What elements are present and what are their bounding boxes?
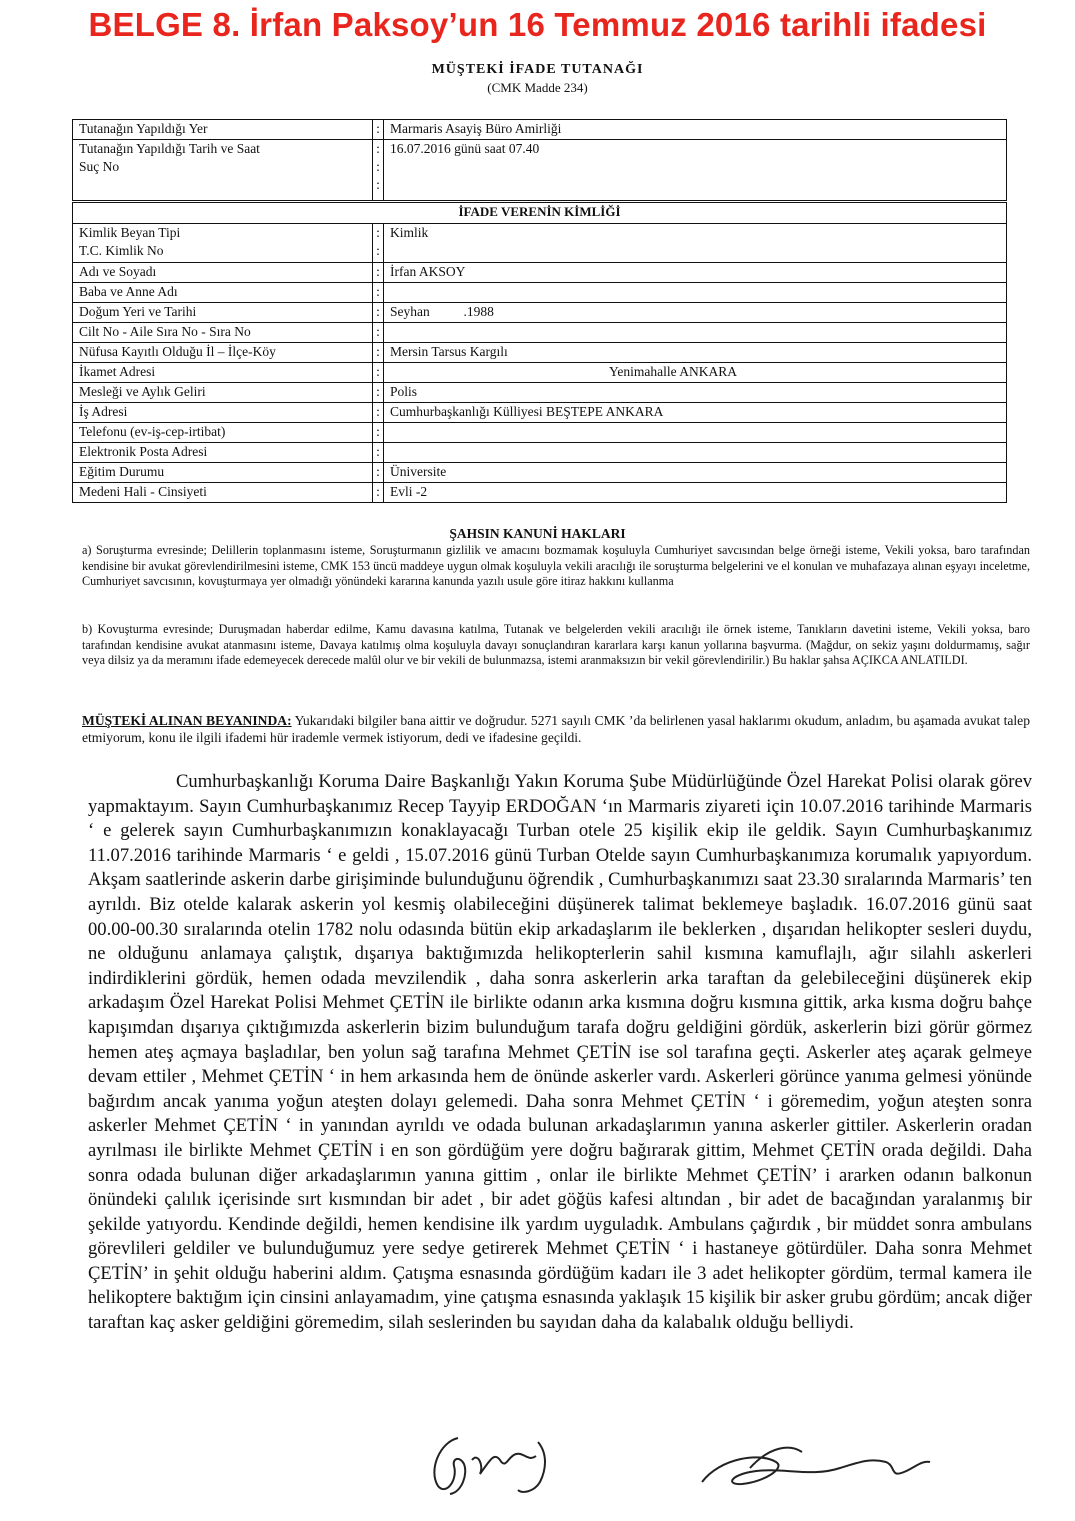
field-value: [384, 323, 1007, 343]
field-label: Nüfusa Kayıtlı Olduğu İl – İlçe-Köy: [73, 343, 373, 363]
table-row: [73, 483, 1007, 503]
field-label: Suç No: [79, 159, 120, 174]
field-value: İrfan AKSOY: [384, 263, 1007, 283]
table-row: [73, 140, 1007, 201]
rights-paragraph-a: a) Soruşturma evresinde; Delillerin toplanmasını isteme, Soruşturmanın gizlilik ve amacını bozmamak koşuluyla Cumhuriyet savcısından belge örneği isteme, Vekili yoksa, baro tarafından kendisine bir avukat görevlendirilmesini isteme, CMK 153 üncü maddeye uygun olmak koşuluyla vekili aracılığı ile soruşturma belgelerini ve el konulan ve muhafazaya alınan eşyayı inceletme, Cumhuriyet savcısının, kovuşturmaya yer olmadığı yönündeki kararına kanunda yazılı usule göre itiraz hakkını kullanma: [82, 543, 1030, 589]
document-banner: BELGE 8. İrfan Paksoy’un 16 Temmuz 2016 tarihli ifadesi: [88, 6, 987, 43]
field-value: Kimlik: [390, 225, 429, 240]
colon: :: [373, 283, 384, 303]
field-label: Kimlik Beyan Tipi: [79, 225, 181, 240]
field-label: İş Adresi: [73, 403, 373, 423]
field-label: İkamet Adresi: [73, 363, 373, 383]
statement-text: Yukarıdaki bilgiler bana aittir ve doğrudur. 5271 sayılı CMK ’da belirlenen yasal haklarımı okudum, anladım, bu aşamada avukat talep etmiyorum, konu ile ilgili ifademi hür irademle vermek istiyorum, dedi ve ifadesine geçildi.: [82, 713, 1031, 745]
field-value: Evli -2: [384, 483, 1007, 503]
document-subtitle: (CMK Madde 234): [487, 80, 588, 95]
table-row: [73, 423, 1007, 443]
signature-right: [690, 1438, 940, 1498]
colon-group: : : :: [373, 140, 384, 201]
colon: :: [373, 120, 384, 140]
rights-title: ŞAHSIN KANUNİ HAKLARI: [449, 526, 626, 541]
statement-lead: MÜŞTEKİ ALINAN BEYANINDA:: [82, 713, 292, 728]
field-value: [384, 283, 1007, 303]
field-value: [384, 443, 1007, 463]
table-row: [73, 463, 1007, 483]
colon: :: [373, 303, 384, 323]
colon: :: [373, 363, 384, 383]
field-value-group: [384, 140, 1007, 201]
field-value: Marmaris Asayiş Büro Amirliği: [384, 120, 1007, 140]
table-row: [73, 383, 1007, 403]
field-label: Eğitim Durumu: [73, 463, 373, 483]
colon: :: [373, 463, 384, 483]
field-label: Tutanağın Yapıldığı Yer: [73, 120, 373, 140]
table-row: [73, 343, 1007, 363]
colon: :: [373, 323, 384, 343]
field-label-group: [73, 224, 373, 263]
field-label: Elektronik Posta Adresi: [73, 443, 373, 463]
table-row: [73, 203, 1007, 224]
identity-heading: İFADE VERENİN KİMLİĞİ: [73, 203, 1007, 224]
field-value: Mersin Tarsus Kargılı: [384, 343, 1007, 363]
testimony-body: Cumhurbaşkanlığı Koruma Daire Başkanlığı Yakın Koruma Şube Müdürlüğünde Özel Harekat Polisi olarak görev yapmaktayım. Sayın Cumhurbaşkanımız Recep Tayyip ERDOĞAN ‘ın Marmaris ziyareti için 10.07.2016 tarihinde Marmaris ‘ e gelerek sayın Cumhurbaşkanımızın konaklayacağı Turban otele 25 kişilik ekip ile geldik. Sayın Cumhurbaşkanımız 11.07.2016 tarihinde Marmaris ‘ e geldi , 15.07.2016 günü Turban Otelde sayın Cumhurbaşkanımıza korumalık yapıyordum. Akşam saatlerinde askerin darbe girişiminde bulunduğunu öğrendik , Cumhurbaşkanımızı saat 23.30 sıralarında Marmaris’ ten ayrıldı. Biz otelde kalarak askerin yol kesmiş olabileceğini düşünerek talimat beklemeye başladık. 16.07.2016 günü saat 00.00-00.30 sıralarında otelin 1782 nolu odasında bütün ekip arkadaşlarım ile beklerken , dışarıdan helikopter sesleri duydu, ne olduğunu anlamaya çalıştık, dışarıya baktığımızda helikopterlerin sahil kısmına kamuflajlı, ağır silahlı askerleri indirdiklerini gördük, hemen odada mevzilendik , daha sonra askerlerin arka taraftan da gelebileceğini düşünerek ekip arkadaşım Özel Harekat Polisi Mehmet ÇETİN ile birlikte odanın arka kısmına doğru kısmına gittik, arka kısma doğru bahçe kapışımdan dışarıya çıktığımızda askerlerin bizim bulunduğum tarafa doğru geldiğini gördük, askerlerin bizi görür görmez hemen ateş açmaya başladılar, ben yolun sağ tarafına Mehmet ÇETİN ise sol tarafına geçti. Askerler ateş açarak gelmeye devam ettiler , Mehmet ÇETİN ‘ in hem arkasında hem de önünde askerler vardı. Askerleri görünce yanıma gelmesi yönünde bağırdım ancak yanıma yoğun ateşten dolayı gelemedi. Daha sonra Mehmet ÇETİN ‘ i göremedim, yoğun ateşten sonra askerler Mehmet ÇETİN ‘ in yanından ayrıldı ve odada bulunan arkadaşlarımın yanına askerler gittiler. Askerlerin oradan ayrılması ile birlikte Mehmet ÇETİN i en son gördüğüm yere doğru bağırarak gittim, Mehmet ÇETİN orada değildi. Daha sonra odada bulunan diğer arkadaşlarımın yanına gittim , onlar ile birlikte Mehmet ÇETİN’ i ararken odanın balkonun önündeki çalılık içerisinde sırt kısmından bir adet , bir adet göğüs kafesi altından , bir adet de bacağından yaralanmış bir şekilde yatıyordu. Kendinde değildi, hemen kendisine ilk yardım uyguladık. Ambulans çağırdık , bir müddet sonra ambulans görevlileri geldiler ve bulunduğumuz yere sedye getirerek Mehmet ÇETİN ‘ i hastaneye götürdüler. Daha sonra Mehmet ÇETİN’ in şehit olduğu haberini aldım. Çatışma esnasında gördüğüm kadarı ile 3 adet helikopter gördüm, termal kamera ile helikoptere baktığım için cinsini anlayamadım, yine çatışma esnasında yaklaşık 15 kişilik bir asker grubu gördüm; ancak diğer taraftan kaç asker geldiğini göremedim, silah seslerinden bu sayıdan daha da kalabalık olduğu belliydi.: [88, 771, 1032, 1334]
field-label: Cilt No - Aile Sıra No - Sıra No: [73, 323, 373, 343]
field-label: Tutanağın Yapıldığı Tarih ve Saat: [79, 141, 260, 156]
table-row: [73, 443, 1007, 463]
table-row: [73, 303, 1007, 323]
table-row: [73, 323, 1007, 343]
field-label: Baba ve Anne Adı: [73, 283, 373, 303]
field-label: Medeni Hali - Cinsiyeti: [73, 483, 373, 503]
signature-left: [420, 1430, 570, 1500]
header-table: [72, 119, 1007, 201]
document-title: MÜŞTEKİ İFADE TUTANAĞI: [431, 62, 644, 77]
field-value: Yenimahalle ANKARA: [384, 363, 1007, 383]
identity-table: [72, 202, 1007, 503]
field-label: T.C. Kimlik No: [79, 243, 164, 258]
table-row: [73, 403, 1007, 423]
field-value: [384, 423, 1007, 443]
colon-group: : :: [373, 224, 384, 263]
field-value: Cumhurbaşkanlığı Külliyesi BEŞTEPE ANKARA: [384, 403, 1007, 423]
field-label: Doğum Yeri ve Tarihi: [73, 303, 373, 323]
field-label: Telefonu (ev-iş-cep-irtibat): [73, 423, 373, 443]
field-value: 16.07.2016 günü saat 07.40: [390, 141, 540, 156]
field-value: Polis: [384, 383, 1007, 403]
colon: :: [373, 443, 384, 463]
colon: :: [373, 483, 384, 503]
colon: :: [373, 423, 384, 443]
rights-paragraph-b: b) Kovuşturma evresinde; Duruşmadan haberdar edilme, Kamu davasına katılma, Tutanak ve belgelerden vekili aracılığı ile örnek isteme, Tanıkların davetini isteme, Vekili yoksa, baro tarafından kendisine avukat atanmasını isteme, Davaya katılmış olma koşuluyla davayı sonuçlandıran kararlara karşı kanun yollarına başvurma. (Mağdur, on sekiz yaşını doldurmamış, sağır veya dilsiz ya da meramını ifade edemeyecek derecede malûl olur ve bir vekili de bulunmazsa, istemi aranmaksızın bir vekil görevlendirilir.) Bu haklar şahsa AÇIKCA ANLATILDI.: [82, 622, 1030, 668]
table-row: [73, 363, 1007, 383]
field-label: Mesleği ve Aylık Geliri: [73, 383, 373, 403]
colon: :: [373, 383, 384, 403]
statement-paragraph: [82, 712, 1030, 746]
field-value-group: [384, 224, 1007, 263]
colon: :: [373, 403, 384, 423]
field-value: Üniversite: [384, 463, 1007, 483]
table-row: [73, 120, 1007, 140]
table-row: [73, 263, 1007, 283]
colon: :: [373, 343, 384, 363]
table-row: [73, 224, 1007, 263]
table-row: [73, 283, 1007, 303]
field-label-group: [73, 140, 373, 201]
field-value: Seyhan .1988: [384, 303, 1007, 323]
field-label: Adı ve Soyadı: [73, 263, 373, 283]
colon: :: [373, 263, 384, 283]
